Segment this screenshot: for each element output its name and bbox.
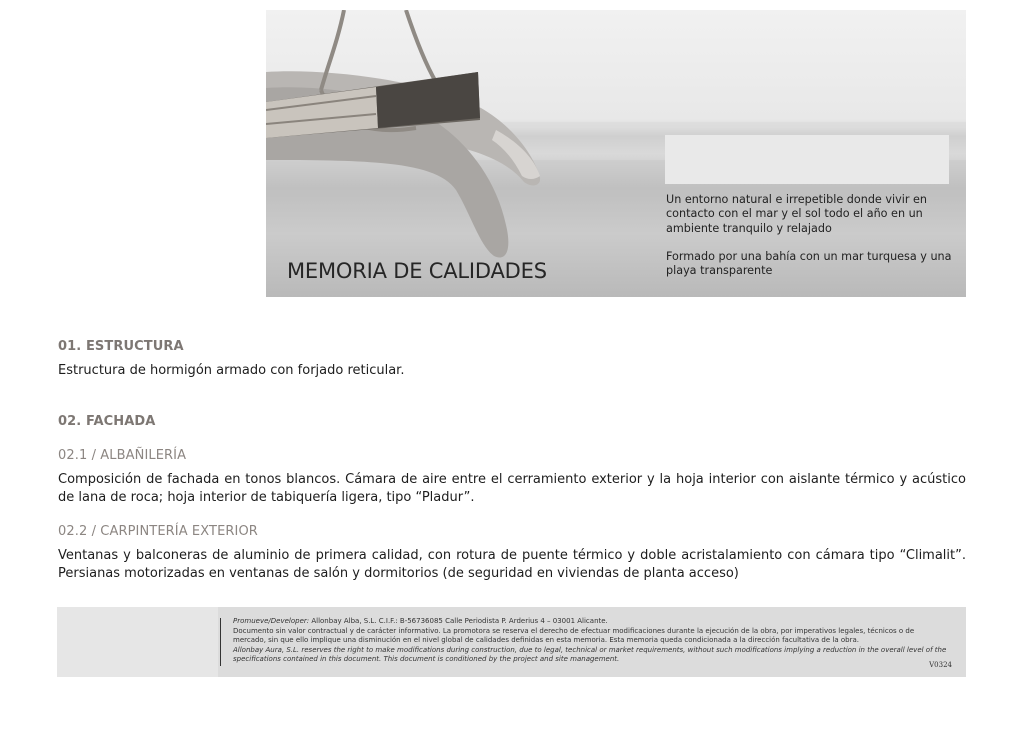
section-heading-estructura: 01. ESTRUCTURA — [58, 339, 184, 354]
hero-description-2: Formado por una bahía con un mar turquesa y una playa transparente — [666, 249, 952, 278]
footer — [57, 607, 966, 677]
hero-description — [666, 193, 956, 278]
footer-divider — [220, 618, 221, 666]
footer-version: V0324 — [929, 661, 952, 669]
footer-developer-label: Promueve/Developer: — [233, 617, 310, 625]
subsection-heading-albanileria: 02.1 / ALBAÑILERÍA — [58, 448, 187, 463]
footer-disclaimer-es: Documento sin valor contractual y de carácter informativo. La promotora se reserva el derecho de efectuar modificaciones durante la ejecución de la obra, por imperativos legales, técnicos o de mercado, sin que ello implique una disminución en el nivel global de calidades definidas en esta memoria. Esta memoria queda condicionada a la dirección facultativa de la obra. — [233, 626, 915, 644]
hero-banner — [266, 10, 966, 297]
footer-developer — [233, 617, 948, 627]
section-text-estructura: Estructura de hormigón armado con forjado reticular. — [58, 363, 405, 378]
hero-caption-band — [665, 135, 949, 184]
footer-disclaimer-en: Allonbay Aura, S.L. reserves the right to make modifications during construction, due to legal, technical or market requirements, without such modifications implying a reduction in the overall level of the specifications contained in this document. This document is conditioned by the project and site management. — [233, 645, 947, 663]
section-heading-fachada: 02. FACHADA — [58, 414, 156, 429]
subsection-text-albanileria: Composición de fachada en tonos blancos. Cámara de aire entre el cerramiento exterior y la hoja interior con aislante térmico y acústico de lana de roca; hoja interior de tabiquería ligera, tipo “Pladur”. — [58, 472, 966, 505]
hero-description-1: Un entorno natural e irrepetible donde vivir en contacto con el mar y el sol todo el año en un ambiente tranquilo y relajado — [666, 193, 927, 235]
footer-developer-text: Allonbay Alba, S.L. C.I.F.: B-56736085 Calle Periodista P. Arderius 4 – 03001 Alicante. — [309, 617, 608, 625]
footer-legal-box — [218, 607, 966, 677]
page-title: MEMORIA DE CALIDADES — [287, 259, 547, 283]
subsection-text-carpinteria: Ventanas y balconeras de aluminio de primera calidad, con rotura de puente térmico y doble acristalamiento con cámara tipo “Climalit”. Persianas motorizadas en ventanas de salón y dormitorios (de seguridad en viviendas de planta acceso) — [58, 548, 966, 581]
footer-legal-text — [233, 617, 948, 665]
subsection-heading-carpinteria: 02.2 / CARPINTERÍA EXTERIOR — [58, 524, 258, 539]
